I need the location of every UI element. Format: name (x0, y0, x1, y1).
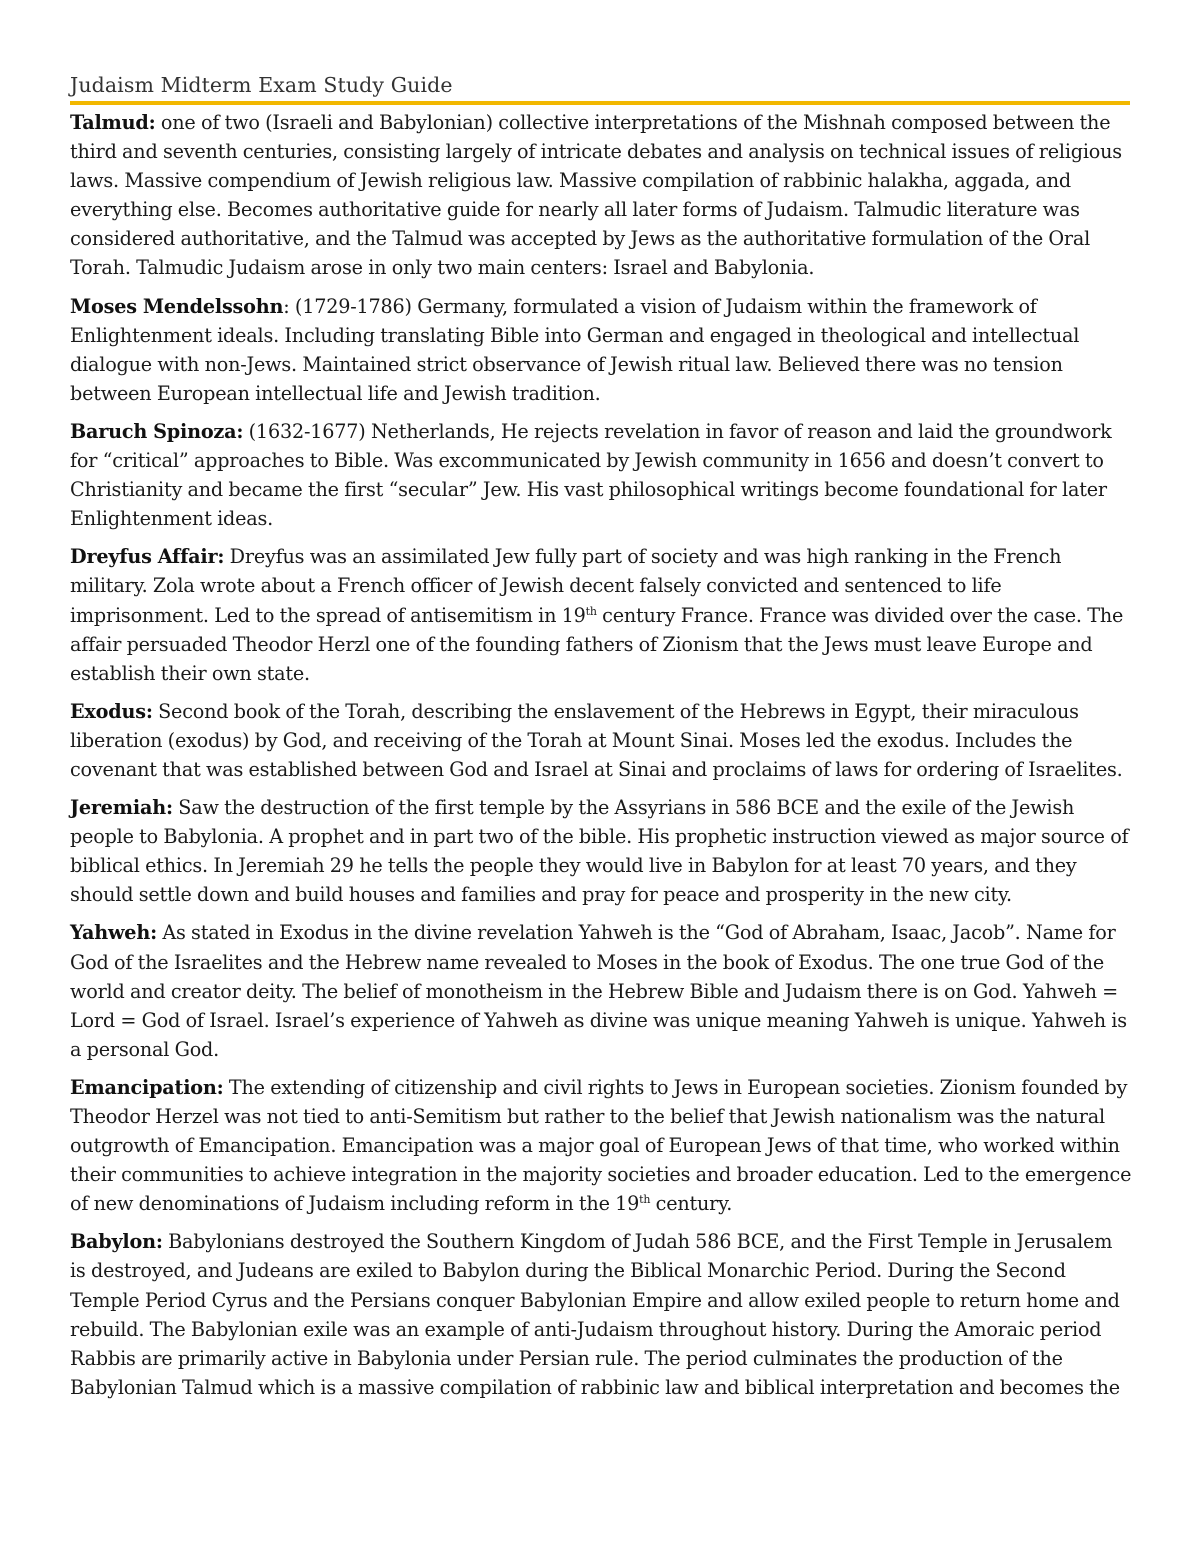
term-definition: (1632-1677) Netherlands, He rejects revelation in favor of reason and laid the groundwork for “critical” approaches to Bible. Was excommunicated by Jewish community in 1656 and doesn’t convert to Christianity and became the first “secular” Jew. His vast philosophical writings become foundational for later Enlightenment ideas. (70, 419, 1112, 531)
term-definition-part-1: The extending of citizenship and civil rights to Jews in European societies. Zionism founded by Theodor Herzel was not tied to anti-Semitism but rather to the belief that Jewish nationalism was the natural outgrowth of Emancipation. Emancipation was a major goal of European Jews of that time, who worked within their communities to achieve integration in the majority societies and broader education. Led to the emergence of new denominations of Judaism including reform in the 19 (70, 1075, 1132, 1216)
header-divider (70, 101, 1130, 105)
entry-moses-mendelssohn (70, 292, 1132, 408)
ordinal-suffix: th (639, 1193, 651, 1207)
entry-exodus (70, 697, 1132, 784)
term-definition-part-2: century France. France was divided over the case. The affair persuaded Theodor Herzl one of the founding fathers of Zionism that the Jews must leave Europe and establish their own state. (70, 603, 1124, 685)
term-definition: As stated in Exodus in the divine revelation Yahweh is the “God of Abraham, Isaac, Jacob”. Name for God of the Israelites and the Hebrew name revealed to Moses in the book of Exodus. The one true God of the world and creator deity. The belief of monotheism in the Hebrew Bible and Judaism there is on God. Yahweh = Lord = God of Israel. Israel’s experience of Yahweh as divine was unique meaning Yahweh is unique. Yahweh is a personal God. (70, 921, 1127, 1061)
term-label: Exodus: (70, 699, 153, 723)
entry-dreyfus-affair (70, 542, 1132, 687)
term-label: Emancipation: (70, 1075, 224, 1099)
term-definition-part-1: Dreyfus was an assimilated Jew fully part of society and was high ranking in the French military. Zola wrote about a French officer of Jewish decent falsely convicted and sentenced to life imprisonment. Led to the spread of antisemitism in 19 (70, 545, 1062, 627)
term-definition-part-2: century. (650, 1192, 733, 1216)
entry-baruch-spinoza (70, 417, 1132, 533)
term-definition: one of two (Israeli and Babylonian) collective interpretations of the Mishnah composed between the third and seventh centuries, consisting largely of intricate debates and analysis on technical issues of religious laws. Massive compendium of Jewish religious law. Massive compilation of rabbinic halakha, aggada, and everything else. Becomes authoritative guide for nearly all later forms of Judaism. Talmudic literature was considered authoritative, and the Talmud was accepted by Jews as the authoritative formulation of the Oral Torah. Talmudic Judaism arose in only two main centers: Israel and Babylonia. (70, 111, 1122, 280)
term-definition: Babylonians destroyed the Southern Kingdom of Judah 586 BCE, and the First Temple in Jerusalem is destroyed, and Judeans are exiled to Babylon during the Biblical Monarchic Period. During the Second Temple Period Cyrus and the Persians conquer Babylonian Empire and allow exiled people to return home and rebuild. The Babylonian exile was an example of anti-Judaism throughout history. During the Amoraic period Rabbis are primarily active in Babylonia under Persian rule. The period culminates the production of the Babylonian Talmud which is a massive compilation of rabbinic law and biblical interpretation and becomes the (70, 1230, 1120, 1399)
term-label: Yahweh: (70, 921, 157, 945)
entry-talmud (70, 108, 1132, 283)
entry-emancipation (70, 1073, 1132, 1218)
entry-babylon (70, 1227, 1132, 1402)
term-label: Moses Mendelssohn (70, 294, 284, 318)
entry-jeremiah (70, 793, 1132, 909)
document-page (70, 72, 1132, 1411)
term-definition: Saw the destruction of the first temple by the Assyrians in 586 BCE and the exile of the Jewish people to Babylonia. A prophet and in part two of the bible. His prophetic instruction viewed as major source of biblical ethics. In Jeremiah 29 he tells the people they would live in Babylon for at least 70 years, and they should settle down and build houses and families and pray for peace and prosperity in the new city. (70, 796, 1129, 907)
ordinal-suffix: th (585, 604, 597, 618)
term-label: Jeremiah: (70, 796, 173, 820)
term-definition: Second book of the Torah, describing the enslavement of the Hebrews in Egypt, their miraculous liberation (exodus) by God, and receiving of the Torah at Mount Sinai. Moses led the exodus. Includes the covenant that was established between God and Israel at Sinai and proclaims of laws for ordering of Israelites. (70, 699, 1123, 781)
term-definition: : (1729-1786) Germany, formulated a vision of Judaism within the framework of Enlightenment ideals. Including translating Bible into German and engaged in theological and intellectual dialogue with non-Jews. Maintained strict observance of Jewish ritual law. Believed there was no tension between European intellectual life and Jewish tradition. (70, 294, 1080, 405)
term-label: Talmud: (70, 111, 156, 134)
term-label: Babylon: (70, 1230, 163, 1254)
document-title: Judaism Midterm Exam Study Guide (70, 73, 453, 97)
term-label: Baruch Spinoza: (70, 419, 244, 443)
entry-yahweh (70, 918, 1132, 1063)
term-label: Dreyfus Affair: (70, 545, 225, 569)
